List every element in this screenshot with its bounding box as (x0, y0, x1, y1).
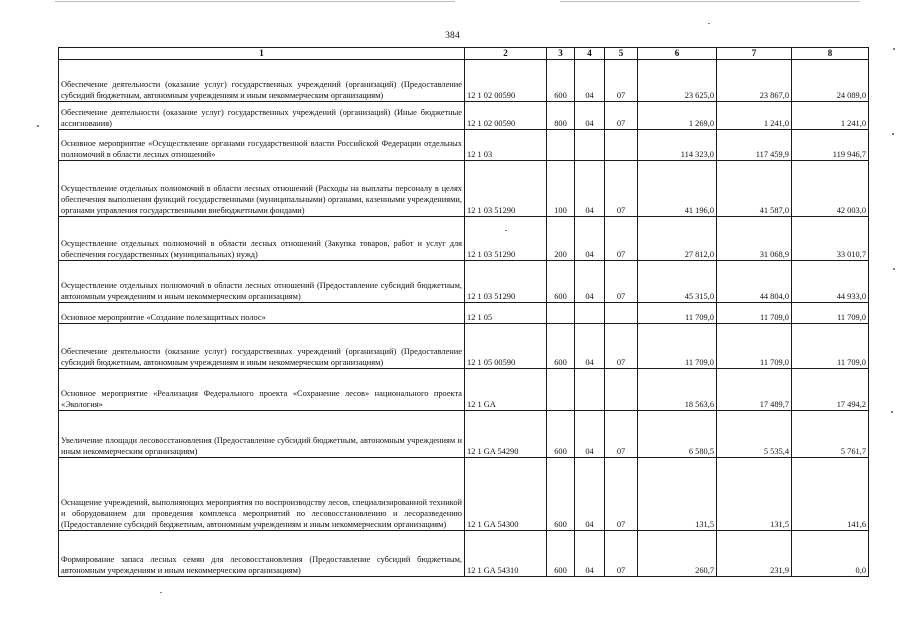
table-row (59, 458, 869, 531)
amount-col-8: 5 761,7 (792, 411, 869, 458)
expense-type-code (547, 303, 575, 324)
expense-type-code: 600 (547, 60, 575, 102)
scan-speck (37, 125, 39, 127)
subsection-code: 07 (605, 411, 638, 458)
amount-col-8: 44 933,0 (792, 261, 869, 303)
subsection-code: 07 (605, 60, 638, 102)
expense-type-code (547, 130, 575, 161)
amount-col-6: 6 580,5 (638, 411, 717, 458)
expense-type-code: 600 (547, 458, 575, 531)
section-code: 04 (575, 411, 605, 458)
target-article-code: 12 1 GA 54310 (465, 531, 547, 577)
subsection-code: 07 (605, 102, 638, 130)
expense-type-code: 600 (547, 531, 575, 577)
target-article-code: 12 1 05 00590 (465, 324, 547, 369)
scan-speck (160, 592, 162, 593)
expense-type-code: 800 (547, 102, 575, 130)
amount-col-8: 17 494,2 (792, 369, 869, 411)
scan-edge-top-left (55, 1, 455, 2)
expense-type-code: 100 (547, 161, 575, 217)
column-header: 8 (792, 48, 869, 60)
row-description: Увеличение площади лесовосстановления (Предоставление субсидий бюджетным, автономным учреждениям и иным некоммерческим организациям) (59, 411, 465, 458)
row-description: Основное мероприятие «Реализация Федерального проекта «Сохранение лесов» национального проекта «Экология» (59, 369, 465, 411)
target-article-code: 12 1 GA 54290 (465, 411, 547, 458)
amount-col-8: 0,0 (792, 531, 869, 577)
section-code: 04 (575, 458, 605, 531)
column-header: 7 (717, 48, 792, 60)
section-code: 04 (575, 161, 605, 217)
amount-col-6: 23 625,0 (638, 60, 717, 102)
subsection-code: 07 (605, 324, 638, 369)
amount-col-6: 131,5 (638, 458, 717, 531)
scan-speck (892, 133, 894, 135)
scan-speck (505, 230, 507, 231)
table-row (59, 303, 869, 324)
subsection-code: 07 (605, 261, 638, 303)
column-header: 5 (605, 48, 638, 60)
amount-col-8: 1 241,0 (792, 102, 869, 130)
row-description: Обеспечение деятельности (оказание услуг) государственных учреждений (организаций) (Предоставление субсидий бюджетным, автономным учреждениям и иным некоммерческим организациям) (59, 324, 465, 369)
section-code: 04 (575, 102, 605, 130)
row-description: Основное мероприятие «Осуществление органами государственной власти Российской Федерации отдельных полномочий в области лесных отношений» (59, 130, 465, 161)
subsection-code (605, 130, 638, 161)
scan-speck (708, 23, 710, 24)
amount-col-6: 114 323,0 (638, 130, 717, 161)
amount-col-7: 117 459,9 (717, 130, 792, 161)
row-description: Формирование запаса лесных семян для лесовосстановления (Предоставление субсидий бюджетным, автономным учреждениям и иным некоммерческим организациям) (59, 531, 465, 577)
row-description: Обеспечение деятельности (оказание услуг) государственных учреждений (организаций) (Предоставление субсидий бюджетным, автономным учреждениям и иным некоммерческим организациям) (59, 60, 465, 102)
column-header: 2 (465, 48, 547, 60)
target-article-code: 12 1 03 51290 (465, 217, 547, 261)
amount-col-7: 11 709,0 (717, 303, 792, 324)
table-row (59, 102, 869, 130)
amount-col-6: 27 812,0 (638, 217, 717, 261)
section-code: 04 (575, 261, 605, 303)
subsection-code (605, 303, 638, 324)
target-article-code: 12 1 02 00590 (465, 60, 547, 102)
amount-col-6: 260,7 (638, 531, 717, 577)
amount-col-7: 44 804,0 (717, 261, 792, 303)
table-row (59, 369, 869, 411)
target-article-code: 12 1 03 51290 (465, 261, 547, 303)
target-article-code: 12 1 GA (465, 369, 547, 411)
page-number: 384 (445, 31, 460, 41)
expense-type-code (547, 369, 575, 411)
table-row (59, 60, 869, 102)
scan-speck (893, 48, 895, 50)
amount-col-8: 33 010,7 (792, 217, 869, 261)
section-code (575, 303, 605, 324)
amount-col-7: 17 489,7 (717, 369, 792, 411)
expense-type-code: 600 (547, 261, 575, 303)
subsection-code: 07 (605, 217, 638, 261)
column-header: 6 (638, 48, 717, 60)
amount-col-6: 41 196,0 (638, 161, 717, 217)
amount-col-7: 11 709,0 (717, 324, 792, 369)
amount-col-7: 41 587,0 (717, 161, 792, 217)
section-code: 04 (575, 217, 605, 261)
expense-type-code: 600 (547, 324, 575, 369)
scan-edge-top-right (560, 1, 860, 2)
table-row (59, 161, 869, 217)
scan-speck (891, 411, 893, 413)
expense-type-code: 600 (547, 411, 575, 458)
column-header: 3 (547, 48, 575, 60)
subsection-code: 07 (605, 161, 638, 217)
target-article-code: 12 1 05 (465, 303, 547, 324)
amount-col-8: 11 709,0 (792, 324, 869, 369)
amount-col-6: 1 269,0 (638, 102, 717, 130)
column-header: 4 (575, 48, 605, 60)
table-row (59, 324, 869, 369)
amount-col-7: 231,9 (717, 531, 792, 577)
amount-col-7: 5 535,4 (717, 411, 792, 458)
amount-col-8: 42 003,0 (792, 161, 869, 217)
section-code: 04 (575, 531, 605, 577)
column-header: 1 (59, 48, 465, 60)
amount-col-7: 23 867,0 (717, 60, 792, 102)
amount-col-8: 24 089,0 (792, 60, 869, 102)
target-article-code: 12 1 GA 54300 (465, 458, 547, 531)
target-article-code: 12 1 03 (465, 130, 547, 161)
row-description: Осуществление отдельных полномочий в области лесных отношений (Расходы на выплаты персоналу в целях обеспечения выполнения функций государственными (муниципальными) органами, казенными учреждениями, органами управления государственными внебюджетными фондами) (59, 161, 465, 217)
scan-speck (893, 268, 895, 270)
target-article-code: 12 1 03 51290 (465, 161, 547, 217)
row-description: Осуществление отдельных полномочий в области лесных отношений (Предоставление субсидий бюджетным, автономным учреждениям и иным некоммерческим организациям) (59, 261, 465, 303)
row-description: Оснащение учреждений, выполняющих мероприятия по воспроизводству лесов, специализированной техникой и оборудованием для проведения комплекса мероприятий по лесовосстановлению и лесоразведению (Предоставление субсидий бюджетным, автономным учреждениям и иным некоммерческим организациям) (59, 458, 465, 531)
amount-col-6: 18 563,6 (638, 369, 717, 411)
row-description: Основное мероприятие «Создание полезащитных полос» (59, 303, 465, 324)
target-article-code: 12 1 02 00590 (465, 102, 547, 130)
section-code: 04 (575, 60, 605, 102)
budget-table (58, 47, 869, 577)
expense-type-code: 200 (547, 217, 575, 261)
row-description: Обеспечение деятельности (оказание услуг) государственных учреждений (организаций) (Иные бюджетные ассигнования) (59, 102, 465, 130)
section-code (575, 130, 605, 161)
amount-col-7: 131,5 (717, 458, 792, 531)
table-row (59, 411, 869, 458)
amount-col-7: 31 068,9 (717, 217, 792, 261)
section-code: 04 (575, 324, 605, 369)
amount-col-6: 45 315,0 (638, 261, 717, 303)
amount-col-8: 119 946,7 (792, 130, 869, 161)
amount-col-6: 11 709,0 (638, 324, 717, 369)
table-row (59, 217, 869, 261)
amount-col-8: 11 709,0 (792, 303, 869, 324)
subsection-code: 07 (605, 458, 638, 531)
section-code (575, 369, 605, 411)
table-row (59, 261, 869, 303)
table-row (59, 531, 869, 577)
subsection-code: 07 (605, 531, 638, 577)
row-description: Осуществление отдельных полномочий в области лесных отношений (Закупка товаров, работ и услуг для обеспечения государственных (муниципальных) нужд) (59, 217, 465, 261)
amount-col-8: 141,6 (792, 458, 869, 531)
amount-col-7: 1 241,0 (717, 102, 792, 130)
table-header-row (59, 48, 869, 60)
table-row (59, 130, 869, 161)
subsection-code (605, 369, 638, 411)
amount-col-6: 11 709,0 (638, 303, 717, 324)
